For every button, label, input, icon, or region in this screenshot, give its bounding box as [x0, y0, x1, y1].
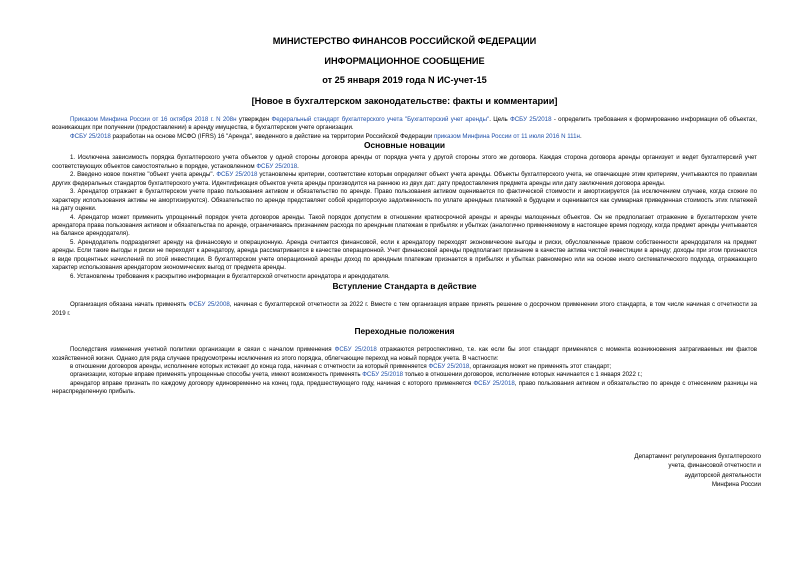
- fsbu-25-2018-link[interactable]: ФСБУ 25/2018: [473, 379, 515, 387]
- document-title: [Новое в бухгалтерском законодательстве: факты и комментарии]: [251, 96, 558, 106]
- fsbu-25-2018-link[interactable]: ФСБУ 25/2018: [334, 346, 377, 354]
- innovation-item-3: 3. Арендатор отражает в бухгалтерском учете право пользования активом и обязательство по аренде. Право пользования активом оценивается по фактической стоимости и амортизируется (за исключением случаев, когда схожие по характеру использования активы не амортизируются). Обязательство по аренде представляет собой кредиторскую задолженность по уплате арендных платежей в будущем и оценивается как суммарная приведенная стоимость этих платежей на дату оценки.: [52, 188, 757, 213]
- document-date-line: от 25 января 2019 года N ИС-учет-15: [322, 75, 487, 85]
- signature-line: Минфина России: [711, 481, 761, 489]
- signature-block: [634, 452, 761, 490]
- transition-paragraph-4: арендатор вправе признать по каждому договору единовременно на конец года, предшествующего году, начиная с которого применяется ФСБУ 25/2018, право пользования активом и обязательство по аренде с отнесением разницы на нераспределенную прибыль.: [52, 379, 757, 396]
- intro-paragraph-1: Приказом Минфина России от 16 октября 2018 г. N 208н утвержден Федеральный стандарт бухгалтерского учета "Бухгалтерский учет аренды". Цель ФСБУ 25/2018 - определить требования к формированию информации об объектах, возникающих при получении (предоставлении) в аренду имущества, в бухгалтерском учете организации.: [52, 116, 758, 132]
- ministry-heading: МИНИСТЕРСТВО ФИНАНСОВ РОССИЙСКОЙ ФЕДЕРАЦИИ: [272, 36, 537, 46]
- effective-date-paragraph: Организация обязана начать применять ФСБУ 25/2008, начиная с бухгалтерской отчетности за 2022 г. Вместе с тем организация вправе принять решение о досрочном применении этого стандарта, в том числе начиная с отчетности за 2019 г.: [52, 301, 758, 317]
- innovation-item-2: 2. Введено новое понятие "объект учета аренды". ФСБУ 25/2018 установлены критерии, соответствие которым определяет объект учета аренды. Объекты бухгалтерского учета, не отвечающие этим критериям, учитываются по правилам других федеральных стандартов бухгалтерского учета. Идентификация объектов учета аренды производится на раннюю из двух дат: дату предоставления предмета аренды или дату заключения договора аренды.: [52, 171, 757, 187]
- fsbu-25-2018-link[interactable]: ФСБУ 25/2018: [70, 132, 111, 140]
- fsbu-25-2018-link[interactable]: ФСБУ 25/2018: [216, 171, 258, 179]
- signature-line: аудиторской деятельности: [684, 471, 761, 479]
- signature-line: Департамент регулирования бухгалтерского: [634, 453, 761, 460]
- fsbu-25-2018-link[interactable]: ФСБУ 25/2018: [362, 371, 404, 379]
- order-111n-link[interactable]: приказом Минфина России от 11 июля 2016 N 111н: [434, 132, 580, 140]
- signature-line: учета, финансовой отчетности и: [668, 462, 761, 470]
- section-heading-innovations: Основные новации: [363, 140, 445, 151]
- transition-paragraph-3: организации, которые вправе применять упрощенные способы учета, имеют возможность применять ФСБУ 25/2018 только в отношении договоров, исполнение которых начинается с 1 января 2022 г.;: [70, 371, 643, 379]
- order-208n-link[interactable]: Приказом Минфина России от 16 октября 2018 г. N 208н: [70, 116, 237, 123]
- innovation-item-6: 6. Установлены требования к раскрытию информации в бухгалтерской отчетности арендатора и арендодателя.: [70, 272, 390, 280]
- transition-paragraph-2: в отношении договоров аренды, исполнение которых истекает до конца года, начиная с отчетности за который применяется ФСБУ 25/2018, организация может не применять этот стандарт;: [70, 362, 612, 370]
- intro-block: [52, 116, 757, 141]
- innovation-item-4: 4. Арендатор может применить упрощенный порядок учета договоров аренды. Такой порядок допустим в отношении краткосрочной аренды и аренды малоценных объектов. Он не предполагает отражение в бухгалтерском учете арендатора права пользования активом и обязательства по аренде, ограничиваясь признанием расхода по арендным платежам в прибылях и убытках (аналогично применяемому в настоящее время подходу, когда предмет аренды учитывается на балансе арендодателя).: [52, 213, 757, 238]
- document-type-heading: ИНФОРМАЦИОННОЕ СООБЩЕНИЕ: [324, 56, 485, 66]
- innovations-list: [52, 154, 757, 281]
- innovation-item-5: 5. Арендодатель подразделяет аренду на финансовую и операционную. Аренда считается финансовой, если к арендатору переходят экономические выгоды и риски, обусловленные правом собственности арендодателя на предмет аренды. Если такие выгоды и риски не переходят к арендатору, аренда рассматривается в качестве операционной. Учет финансовой аренды предполагает признание в качестве актива чистой инвестиции в аренду; доходы при этом признаются в виде процентных начислений по этой инвестиции. В бухгалтерском учете операционной аренды доход по арендным платежам признается в прибылях и убытках равномерно или на основе иного систематического подхода, отражающего характер использования арендатором экономических выгод от предмета аренды.: [52, 238, 757, 272]
- fsbu-25-2008-link[interactable]: ФСБУ 25/2008: [188, 301, 230, 309]
- fsbu-25-2018-link[interactable]: ФСБУ 25/2018: [428, 362, 470, 370]
- innovation-item-1: 1. Исключена зависимость порядка бухгалтерского учета объектов у одной стороны договора аренды от порядка учета у другой стороны этого же договора. Каждая сторона договора аренды организует и ведет бухгалтерский учет соответствующих объектов самостоятельно в порядке, установленном ФСБУ 25/2018.: [52, 154, 757, 170]
- fsbu-25-2018-link[interactable]: ФСБУ 25/2018: [510, 116, 552, 123]
- standard-lease-accounting-link[interactable]: Федеральный стандарт бухгалтерского учета "Бухгалтерский учет аренды": [271, 116, 490, 123]
- transition-paragraph-1: Последствия изменения учетной политики организации в связи с началом применения ФСБУ 25/2018 отражаются ретроспективно, т.е. как если бы этот стандарт применялся с момента возникновения затрагиваемых им фактов хозяйственной жизни. Однако для ряда случаев предусмотрены исключения из этого порядка, облегчающие переход на новый порядок учета. В частности:: [52, 346, 758, 362]
- fsbu-25-2018-link[interactable]: ФСБУ 25/2018: [256, 162, 298, 170]
- section-heading-effective-date: Вступление Стандарта в действие: [332, 281, 477, 292]
- intro-paragraph-2: ФСБУ 25/2018 разработан на основе МСФО (IFRS) 16 "Аренда", введенного в действие на территории Российской Федерации приказом Минфина России от 11 июля 2016 N 111н.: [70, 132, 582, 140]
- transition-block: [52, 346, 757, 397]
- section-heading-transition: Переходные положения: [354, 326, 455, 337]
